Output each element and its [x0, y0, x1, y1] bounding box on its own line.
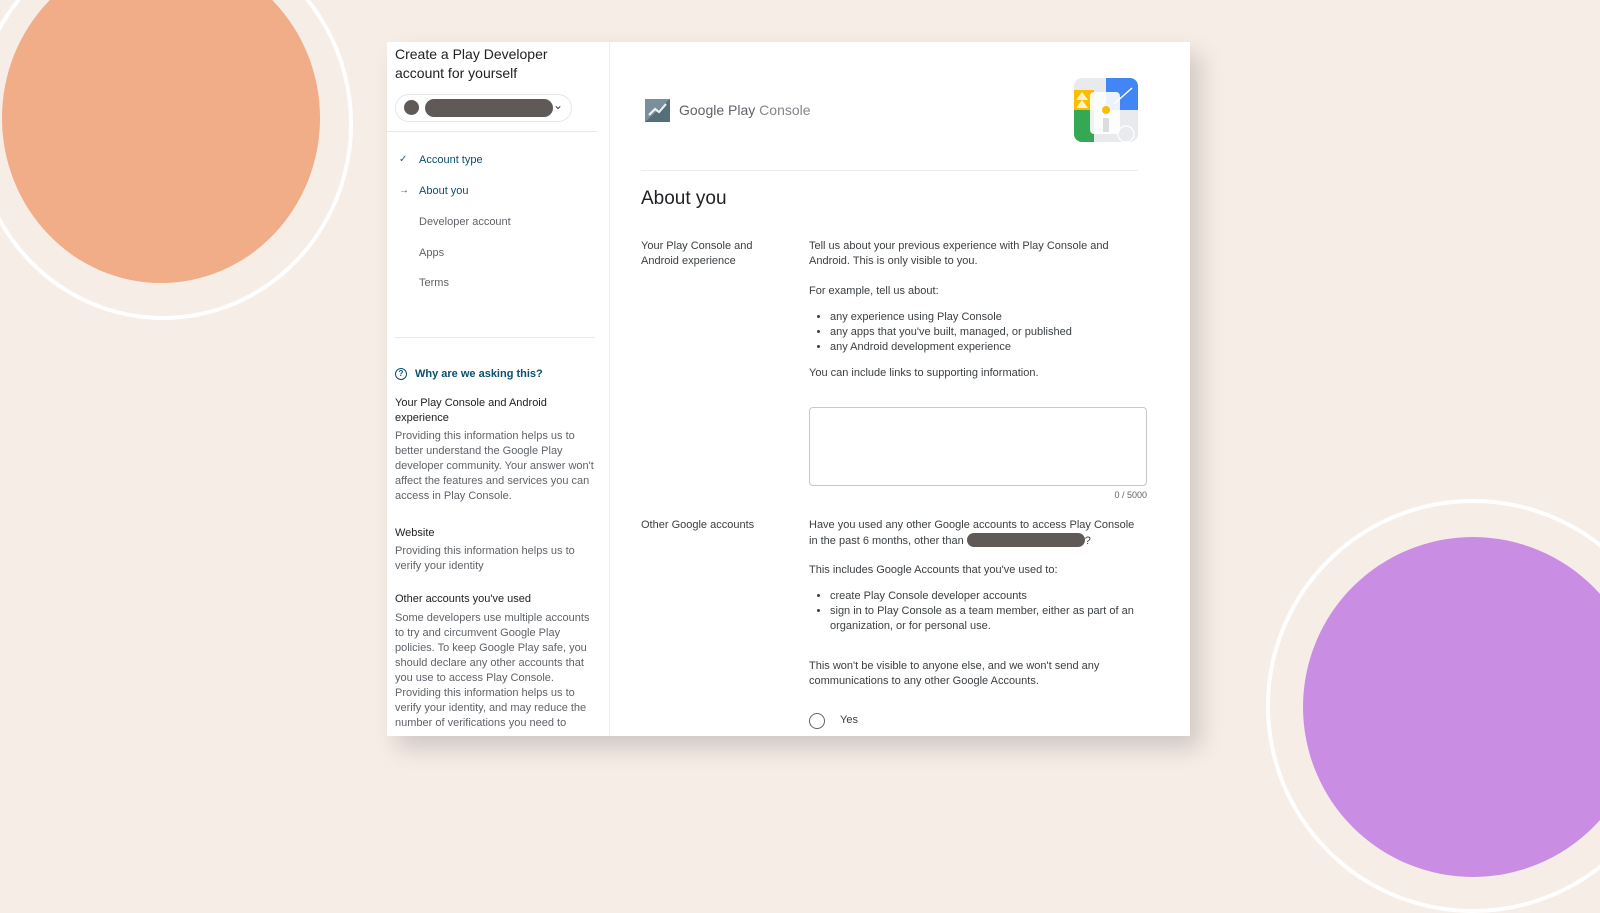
- page-title: About you: [641, 188, 727, 209]
- arrow-right-icon: →: [399, 185, 409, 196]
- wordmark-suffix: Console: [759, 102, 811, 118]
- why-asking-label: Why are we asking this?: [415, 368, 543, 380]
- info-body-website: Providing this information helps us to verify your identity: [395, 545, 575, 572]
- info-heading-experience: Your Play Console and Android experience: [395, 397, 547, 424]
- help-icon: ?: [395, 368, 407, 380]
- other-accounts-privacy-note: This won't be visible to anyone else, and we won't send any communications to any other Google Accounts.: [809, 660, 1100, 687]
- play-console-window: [387, 42, 1190, 736]
- main-content: [609, 42, 1190, 736]
- avatar: [404, 100, 419, 115]
- list-item: • any experience using Play Console: [830, 310, 1144, 325]
- experience-bullets: [809, 310, 1144, 355]
- question-mark: ?: [1084, 535, 1091, 547]
- step-label: Terms: [419, 277, 449, 289]
- sidebar-title: Create a Play Developer account for yourself: [395, 46, 548, 81]
- list-item: • any apps that you've built, managed, or published: [830, 325, 1144, 340]
- question-text: Have you used any other Google accounts to access Play Console in the past 6 months, other than: [809, 519, 1135, 547]
- redacted-account-email: [425, 99, 553, 117]
- info-body-experience: Providing this information helps us to better understand the Google Play developer community. Your answer won't affect the features and services you can access in Play Console.: [395, 430, 594, 502]
- step-label: About you: [419, 185, 469, 197]
- step-label: Account type: [419, 154, 483, 166]
- info-heading-other-accounts: Other accounts you've used: [395, 593, 532, 605]
- chevron-down-icon: ⌄: [553, 98, 564, 112]
- yes-radio-label[interactable]: Yes: [840, 714, 858, 726]
- divider: [395, 337, 595, 338]
- experience-textarea[interactable]: [809, 407, 1147, 486]
- why-asking-heading: [395, 368, 605, 384]
- redacted-email: [967, 533, 1085, 547]
- divider: [387, 131, 597, 132]
- yes-radio[interactable]: [809, 713, 825, 729]
- play-console-wordmark: [679, 102, 811, 118]
- other-accounts-includes-lead: This includes Google Accounts that you've used to:: [809, 564, 1058, 576]
- step-label: Apps: [419, 247, 445, 259]
- experience-intro: Tell us about your previous experience with Play Console and Android. This is only visible to you.: [809, 240, 1109, 267]
- experience-links-note: You can include links to supporting information.: [809, 367, 1039, 379]
- play-console-logo-icon: [643, 96, 673, 124]
- sidebar: [387, 42, 610, 736]
- step-apps[interactable]: [395, 245, 595, 265]
- step-account-type[interactable]: [395, 152, 595, 172]
- divider: [641, 170, 1138, 171]
- list-item: • create Play Console developer accounts: [830, 589, 1144, 604]
- character-counter: 0 / 5000: [1114, 490, 1147, 500]
- step-terms[interactable]: [395, 275, 595, 295]
- experience-example-lead: For example, tell us about:: [809, 285, 939, 297]
- list-item: • sign in to Play Console as a team member, either as part of an organization, or for personal use.: [830, 604, 1144, 634]
- other-accounts-row-label: Other Google accounts: [641, 519, 755, 531]
- step-about-you[interactable]: [395, 183, 595, 203]
- step-label: Developer account: [419, 216, 511, 228]
- info-body-other-accounts: Some developers use multiple accounts to try and circumvent Google Play policies. To keep Google Play safe, you should declare any other accounts that you use to access Play Console. Providing this information helps us to verify your identity, and may reduce the number of verifications you need to: [395, 612, 590, 729]
- account-switcher[interactable]: [395, 94, 572, 122]
- check-icon: ✓: [399, 154, 408, 165]
- other-accounts-bullets: [809, 589, 1144, 634]
- experience-row-label: Your Play Console and Android experience: [641, 240, 753, 267]
- list-item: • any Android development experience: [830, 340, 1144, 355]
- info-heading-website: Website: [395, 527, 435, 539]
- developer-illustration-icon: [1074, 78, 1138, 142]
- step-developer-account[interactable]: [395, 214, 595, 234]
- wordmark-main: Google Play: [679, 102, 756, 118]
- other-accounts-question: [809, 518, 1144, 549]
